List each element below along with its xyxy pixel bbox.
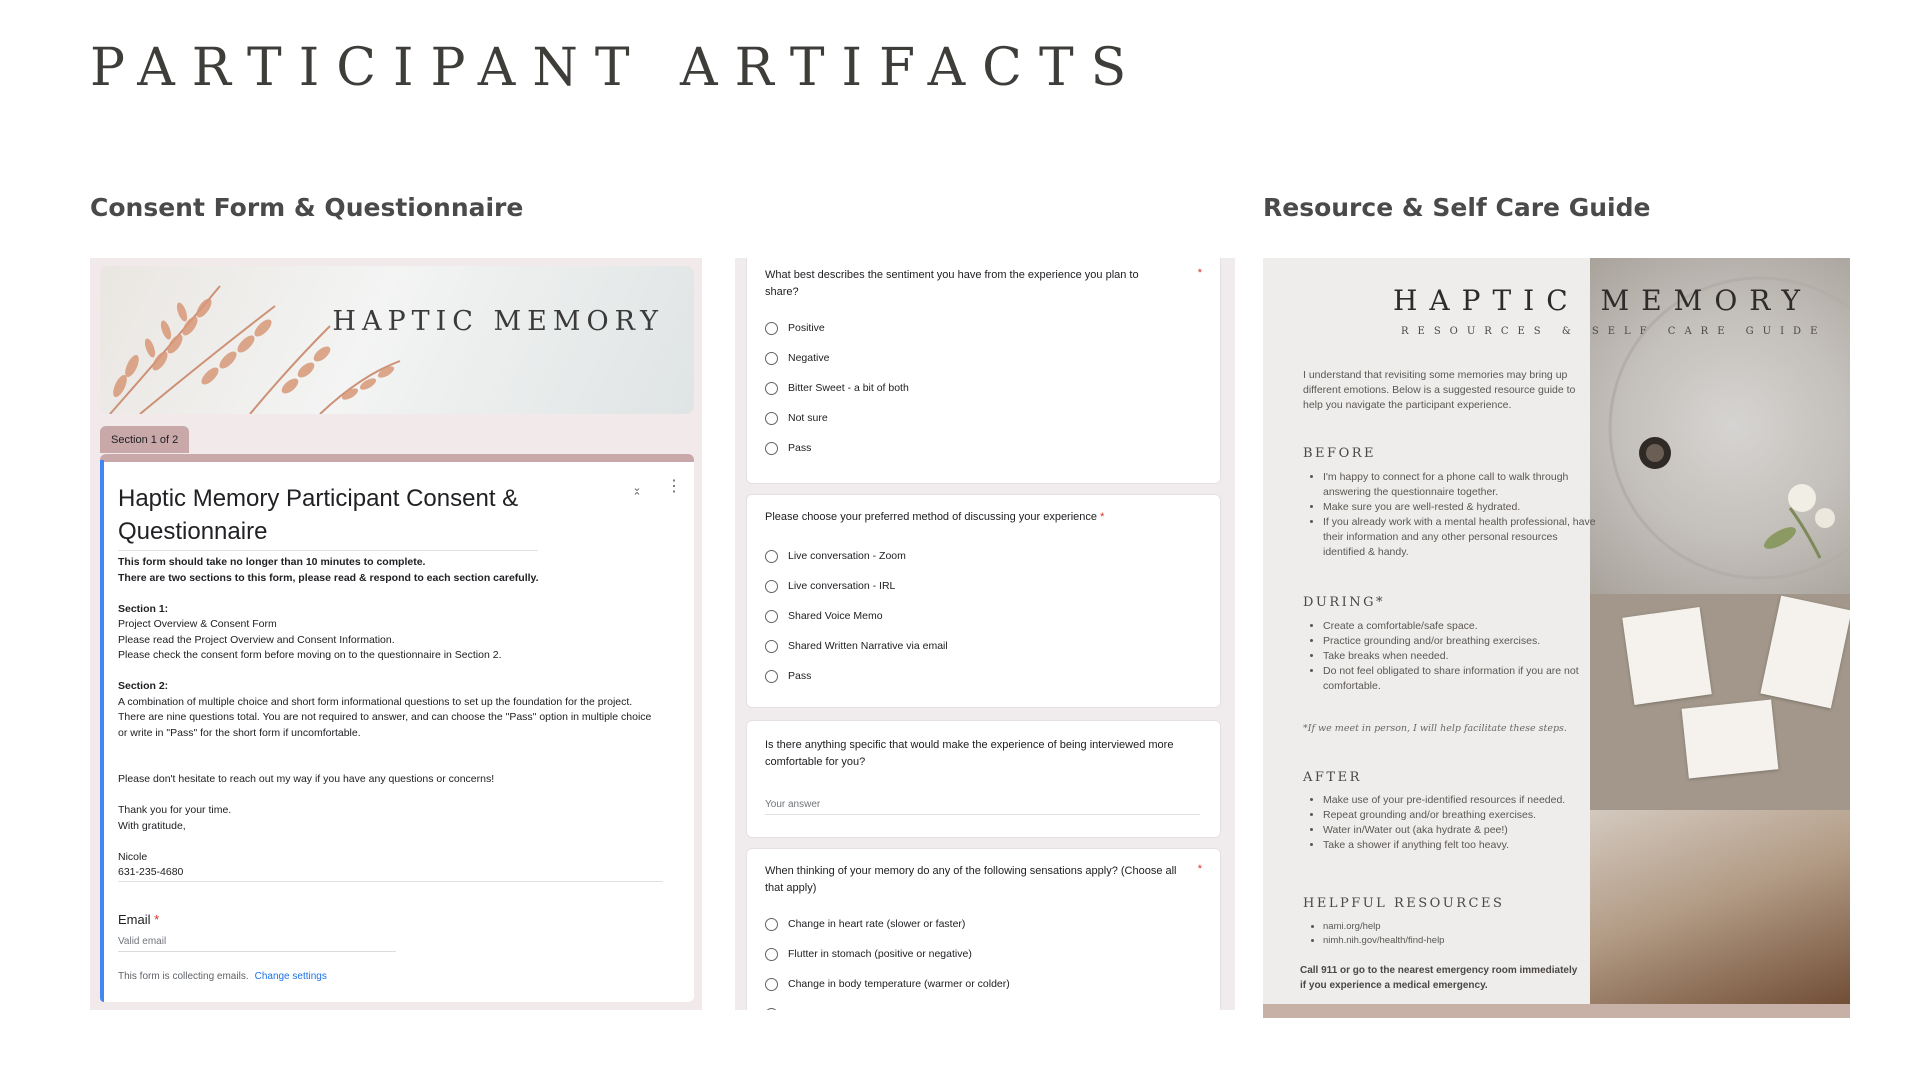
resource-link[interactable]: • nimh.nih.gov/health/find-help — [1323, 934, 1444, 948]
after-heading: AFTER — [1303, 770, 1362, 785]
consent-form-screenshot — [90, 258, 702, 1010]
list-item: • Water in/Water out (aka hydrate & pee!) — [1323, 823, 1598, 838]
helpful-resources-heading: HELPFUL RESOURCES — [1303, 896, 1505, 911]
checkbox-option[interactable]: Change in body temperature (warmer or colder) — [765, 975, 1010, 993]
radio-option[interactable]: Positive — [765, 319, 825, 337]
radio-button[interactable] — [765, 352, 778, 365]
radio-button[interactable] — [765, 412, 778, 425]
radio-button[interactable] — [765, 382, 778, 395]
emergency-notice: Call 911 or go to the nearest emergency room immediately if you experience a medical emergency. — [1300, 965, 1578, 991]
required-mark: * — [1100, 511, 1105, 523]
before-heading: BEFORE — [1303, 446, 1376, 461]
during-note: *If we meet in person, I will help facilitate these steps. — [1303, 723, 1567, 734]
form-banner — [100, 266, 694, 414]
form-title: Haptic Memory Participant Consent & Questionnaire — [118, 482, 538, 551]
page-title: PARTICIPANT ARTIFACTS — [90, 38, 1144, 98]
signature-name: Nicole — [118, 850, 148, 863]
form-description — [118, 555, 663, 882]
question-card-comfort — [746, 720, 1221, 838]
change-settings-link[interactable]: Change settings — [254, 971, 327, 982]
form-header-card — [100, 454, 694, 1002]
list-item: • Do not feel obligated to share information if you are not comfortable. — [1323, 664, 1598, 694]
radio-option[interactable]: Live conversation - Zoom — [765, 547, 906, 565]
polaroid-photo — [1622, 607, 1711, 705]
list-item: • Make sure you are well-rested & hydrated. — [1323, 500, 1598, 515]
radio-option[interactable]: Live conversation - IRL — [765, 577, 895, 595]
during-list — [1303, 619, 1598, 694]
checkbox-option[interactable]: Flutter in stomach (positive or negative) — [765, 945, 972, 963]
question-card-sensations — [746, 848, 1221, 1010]
option-circle[interactable] — [765, 918, 778, 931]
desc-line: A combination of multiple choice and short form informational questions to set up the foundation for the project. — [118, 695, 633, 708]
handwritten-note — [1760, 596, 1850, 709]
footer-band — [1263, 1004, 1850, 1018]
radio-option[interactable]: Bitter Sweet - a bit of both — [765, 379, 909, 397]
list-item: • Practice grounding and/or breathing exercises. — [1323, 634, 1598, 649]
desc-line: With gratitude, — [118, 819, 186, 832]
email-collection-note: This form is collecting emails. Change settings — [118, 971, 327, 982]
polaroid-photo — [1682, 699, 1779, 778]
radio-option[interactable]: Negative — [765, 349, 829, 367]
list-item: • If you already work with a mental health professional, have their information and any other personal resources identified & handy. — [1323, 515, 1598, 560]
guide-brand-title: HAPTIC MEMORY — [1393, 284, 1812, 317]
more-options-icon[interactable]: ⋮ — [666, 478, 682, 495]
email-field[interactable]: Valid email — [118, 936, 396, 952]
after-list — [1303, 793, 1598, 853]
desc-line: Please don't hesitate to reach out my way if you have any questions or concerns! — [118, 773, 495, 785]
radio-option[interactable]: Shared Written Narrative via email — [765, 637, 948, 655]
before-list — [1303, 470, 1598, 560]
desc-line: Thank you for your time. — [118, 804, 232, 816]
section-2-heading: Section 2: — [118, 680, 169, 692]
moodboard-photo — [1590, 594, 1850, 810]
resource-guide-heading: Resource & Self Care Guide — [1263, 193, 1651, 222]
radio-button[interactable] — [765, 322, 778, 335]
list-item: • Create a comfortable/safe space. — [1323, 619, 1598, 634]
radio-option[interactable]: Shared Voice Memo — [765, 607, 883, 625]
helpful-resources-list — [1303, 920, 1444, 948]
list-item: • Take a shower if anything felt too heavy. — [1323, 838, 1598, 853]
resource-guide-document — [1263, 258, 1850, 1018]
section-1-heading: Section 1: — [118, 602, 169, 615]
option-circle[interactable] — [765, 978, 778, 991]
desc-line: There are two sections to this form, please read & respond to each section carefully. — [118, 571, 539, 584]
desc-line: Please read the Project Overview and Consent Information. — [118, 633, 395, 646]
consent-questionnaire-heading: Consent Form & Questionnaire — [90, 193, 524, 222]
radio-button[interactable] — [765, 580, 778, 593]
question-card-sentiment — [746, 258, 1221, 484]
option-circle[interactable] — [765, 1008, 778, 1011]
radio-button[interactable] — [765, 550, 778, 563]
signature-phone: 631-235-4680 — [118, 865, 663, 882]
question-text: What best describes the sentiment you have from the experience you plan to share? — [765, 269, 1139, 298]
radio-button[interactable] — [765, 640, 778, 653]
required-mark: * — [154, 912, 160, 927]
section-tab[interactable]: Section 1 of 2 — [100, 426, 189, 453]
desc-line: This form should take no longer than 10 minutes to complete. — [118, 556, 426, 568]
required-mark: * — [1197, 863, 1202, 875]
wheat-illustration — [100, 266, 694, 414]
desc-line: Project Overview & Consent Form — [118, 618, 277, 630]
question-text: When thinking of your memory do any of the following sensations apply? (Choose all that apply) — [765, 865, 1177, 894]
banner-title: HAPTIC MEMORY — [332, 306, 664, 337]
guide-subtitle: RESOURCES & SELF CARE GUIDE — [1401, 326, 1827, 337]
list-item: • Make use of your pre-identified resources if needed. — [1323, 793, 1598, 808]
list-item: • Take breaks when needed. — [1323, 649, 1598, 664]
during-heading: DURING* — [1303, 595, 1386, 610]
list-item: • I'm happy to connect for a phone call to walk through answering the questionnaire together. — [1323, 470, 1598, 500]
checkbox-option[interactable]: Change in heart rate (slower or faster) — [765, 915, 965, 933]
question-text: Is there anything specific that would make the experience of being interviewed more comfortable for you? — [765, 739, 1174, 768]
email-label: Email * — [118, 912, 160, 927]
list-item: • Repeat grounding and/or breathing exercises. — [1323, 808, 1598, 823]
questionnaire-screenshot — [735, 258, 1235, 1010]
radio-option[interactable]: Pass — [765, 439, 811, 457]
radio-button[interactable] — [765, 670, 778, 683]
collapse-icon[interactable]: ⌄ ⌃ — [632, 482, 642, 503]
radio-option[interactable]: Not sure — [765, 409, 828, 427]
option-circle[interactable] — [765, 948, 778, 961]
short-answer-input[interactable]: Your answer — [765, 799, 1200, 815]
checkbox-option[interactable] — [765, 1005, 788, 1010]
radio-option[interactable]: Pass — [765, 667, 811, 685]
desc-line: Please check the consent form before moving on to the questionnaire in Section 2. — [118, 649, 502, 661]
question-text: Please choose your preferred method of discussing your experience * — [765, 511, 1105, 523]
question-card-method — [746, 494, 1221, 708]
portrait-photo — [1590, 810, 1850, 1010]
radio-button[interactable] — [765, 442, 778, 455]
desc-line: There are nine questions total. You are not required to answer, and can choose the "Pass" option in multiple choice or write in "Pass" for the short form if uncomfortable. — [118, 711, 652, 739]
radio-button[interactable] — [765, 610, 778, 623]
resource-link[interactable]: • nami.org/help — [1323, 920, 1444, 934]
required-mark: * — [1197, 267, 1202, 279]
guide-intro: I understand that revisiting some memories may bring up different emotions. Below is a suggested resource guide to help you navigate the participant experience. — [1303, 369, 1576, 411]
